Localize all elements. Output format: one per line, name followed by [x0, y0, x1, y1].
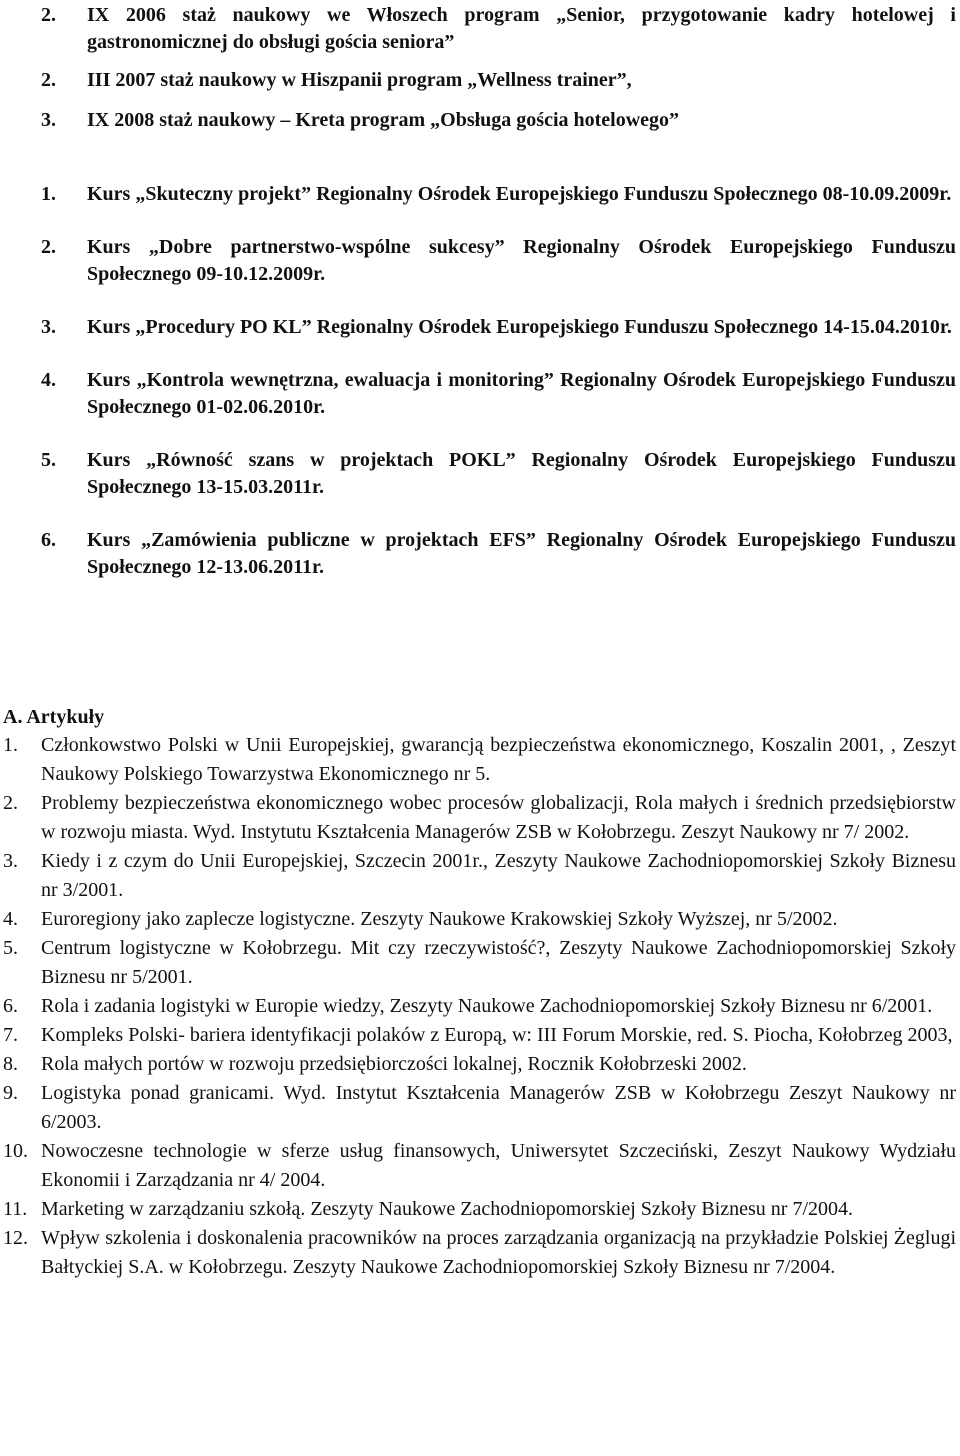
item-number: 4.: [41, 369, 56, 391]
training-list: [41, 2, 956, 134]
list-item: [41, 234, 956, 288]
item-text: Kompleks Polski- bariera identyfikacji polaków z Europą, w: III Forum Morskie, red. S. Piocha, Kołobrzeg 2003,: [41, 1024, 953, 1046]
item-number: 5.: [3, 937, 18, 959]
list-item: [3, 1224, 956, 1282]
item-number: 3.: [41, 316, 56, 338]
list-item: [41, 181, 956, 208]
list-item: [3, 1050, 956, 1079]
item-text: Kurs „Kontrola wewnętrzna, ewaluacja i monitoring” Regionalny Ośrodek Europejskiego Funduszu Społecznego 01-02.06.2010r.: [87, 369, 956, 418]
item-text: Centrum logistyczne w Kołobrzegu. Mit czy rzeczywistość?, Zeszyty Naukowe Zachodniopomorskiej Szkoły Biznesu nr 5/2001.: [41, 937, 956, 988]
item-number: 6.: [3, 995, 18, 1017]
item-number: 6.: [41, 529, 56, 551]
item-number: 3.: [3, 850, 18, 872]
item-number: 10.: [3, 1140, 28, 1162]
list-item: [41, 107, 956, 134]
item-text: Kiedy i z czym do Unii Europejskiej, Szczecin 2001r., Zeszyty Naukowe Zachodniopomorskiej Szkoły Biznesu nr 3/2001.: [41, 850, 956, 901]
item-text: Rola małych portów w rozwoju przedsiębiorczości lokalnej, Rocznik Kołobrzeski 2002.: [41, 1053, 747, 1075]
list-item: [41, 527, 956, 581]
item-number: 5.: [41, 449, 56, 471]
item-number: 2.: [41, 69, 56, 91]
item-number: 8.: [3, 1053, 18, 1075]
item-text: Kurs „Równość szans w projektach POKL” Regionalny Ośrodek Europejskiego Funduszu Społecznego 13-15.03.2011r.: [87, 449, 956, 498]
item-text: Kurs „Procedury PO KL” Regionalny Ośrodek Europejskiego Funduszu Społecznego 14-15.04.2010r.: [87, 316, 952, 338]
item-text: Kurs „Skuteczny projekt” Regionalny Ośrodek Europejskiego Funduszu Społecznego 08-10.09.2009r.: [87, 183, 952, 205]
section-heading: A. Artykuły: [3, 706, 105, 728]
list-item: [3, 1137, 956, 1195]
list-item: [3, 1021, 956, 1050]
item-number: 12.: [3, 1227, 28, 1249]
item-text: Kurs „Zamówienia publiczne w projektach EFS” Regionalny Ośrodek Europejskiego Funduszu Społecznego 12-13.06.2011r.: [87, 529, 956, 578]
item-number: 2.: [41, 4, 56, 26]
item-text: IX 2008 staż naukowy – Kreta program „Obsługa gościa hotelowego”: [87, 109, 680, 131]
list-item: [3, 1195, 956, 1224]
list-item: [3, 934, 956, 992]
item-number: 2.: [3, 792, 18, 814]
item-text: IX 2006 staż naukowy we Włoszech program „Senior, przygotowanie kadry hotelowej i gastronomicznej do obsługi gościa seniora”: [87, 4, 956, 53]
item-text: Wpływ szkolenia i doskonalenia pracowników na proces zarządzania organizacją na przykładzie Polskiej Żeglugi Bałtyckiej S.A. w Kołobrzegu. Zeszyty Naukowe Zachodniopomorskiej Szkoły Biznesu nr 7/2004.: [41, 1227, 956, 1278]
item-number: 4.: [3, 908, 18, 930]
item-text: Nowoczesne technologie w sferze usług finansowych, Uniwersytet Szczeciński, Zeszyt Naukowy Wydziału Ekonomii i Zarządzania nr 4/ 2004.: [41, 1140, 956, 1191]
list-item: [41, 314, 956, 341]
list-item: [41, 67, 956, 94]
item-number: 9.: [3, 1082, 18, 1104]
item-text: Członkowstwo Polski w Unii Europejskiej, gwarancją bezpieczeństwa ekonomicznego, Koszalin 2001, , Zeszyt Naukowy Polskiego Towarzystwa Ekonomicznego nr 5.: [41, 734, 956, 785]
item-number: 2.: [41, 236, 56, 258]
item-text: Euroregiony jako zaplecze logistyczne. Zeszyty Naukowe Krakowskiej Szkoły Wyższej, nr 5/2002.: [41, 908, 838, 930]
list-item: [3, 731, 956, 789]
item-text: III 2007 staż naukowy w Hiszpanii program „Wellness trainer”,: [87, 69, 632, 91]
item-text: Logistyka ponad granicami. Wyd. Instytut Kształcenia Managerów ZSB w Kołobrzegu Zeszyt Naukowy nr 6/2003.: [41, 1082, 956, 1133]
item-text: Rola i zadania logistyki w Europie wiedzy, Zeszyty Naukowe Zachodniopomorskiej Szkoły Biznesu nr 6/2001.: [41, 995, 933, 1017]
list-item: [3, 905, 956, 934]
articles-list: [3, 731, 956, 1282]
item-text: Kurs „Dobre partnerstwo-wspólne sukcesy” Regionalny Ośrodek Europejskiego Funduszu Społecznego 09-10.12.2009r.: [87, 236, 956, 285]
list-item: [3, 789, 956, 847]
courses-list: [41, 181, 956, 607]
list-item: [41, 447, 956, 501]
list-item: [41, 2, 956, 56]
list-item: [3, 1079, 956, 1137]
list-item: [3, 992, 956, 1021]
item-number: 1.: [3, 734, 18, 756]
list-item: [3, 847, 956, 905]
item-number: 1.: [41, 183, 56, 205]
item-number: 3.: [41, 109, 56, 131]
list-item: [41, 367, 956, 421]
item-number: 11.: [3, 1198, 28, 1220]
item-text: Problemy bezpieczeństwa ekonomicznego wobec procesów globalizacji, Rola małych i średnich przedsiębiorstw w rozwoju miasta. Wyd. Instytutu Kształcenia Managerów ZSB w Kołobrzegu. Zeszyt Naukowy nr 7/ 2002.: [41, 792, 956, 843]
item-text: Marketing w zarządzaniu szkołą. Zeszyty Naukowe Zachodniopomorskiej Szkoły Biznesu nr 7/2004.: [41, 1198, 854, 1220]
item-number: 7.: [3, 1024, 18, 1046]
